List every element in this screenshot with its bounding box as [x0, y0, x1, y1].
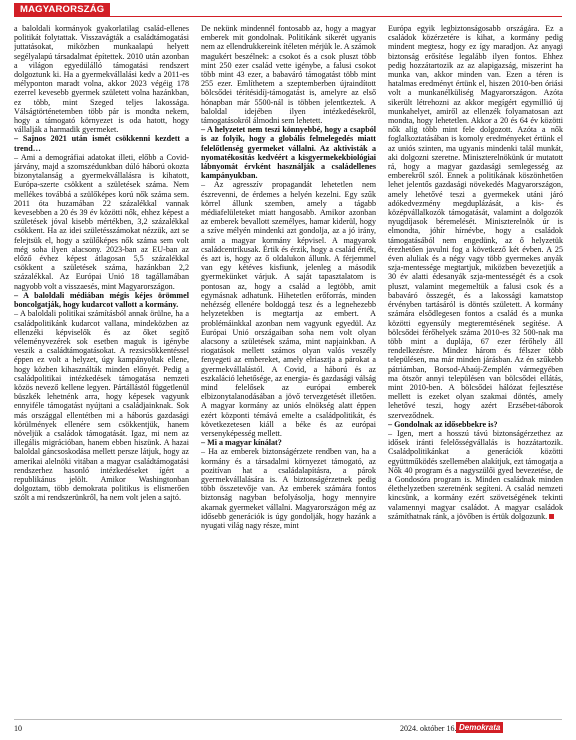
- article-paragraph: – Ha az emberek biztonságérzete rendben van, ha a kormány és a társadalmi környezet támogató, az pozitívan hat a családalapításra, a párok gyermekvállalására is. A biztonságérzetnek pedig több összetevője van. Az emberek számára fontos biztonság nagyban befolyásolja, hogy mennyire akarnak gyermeket vállalni. Magyarországon még az idősebb generációk is úgy gondolják, hogy hazánk a nyugati világ nagy része, mint: [201, 447, 376, 530]
- interview-question: – A helyzetet nem teszi könnyebbé, hogy a csapból is az folyik, hogy a globális felmelegedés miatt felelőtlenség gyermeket vállalni. Az aktivisták a nyomatékosítás kedvéért a kisgyermekekbiológiai lábnyomát érvként használják a családellenes kampányukban.: [201, 125, 376, 181]
- article-paragraph: De nekünk mindennél fontosabb az, hogy a magyar emberek mit gondolnak. Politikánk sikerét ugyanis nem az ellendrukkereink ítéleten mérjük le. A számok magukért beszélnek: a csokot és a csok pluszt több mint 250 ezer család vette igénybe, a falusi csokot több mint 43 ezer, a babaváró támogatást több mint 255 ezer. Említhetem a szeptemberben újraindított bölcsődei térítésidíj-támogatást is, amelyre az első hónapban már 5500-nál is többen jelentkeztek. A baloldal idejében ilyen intézkedésekről, támogatásokról álmodni sem lehetett.: [201, 24, 376, 126]
- article-column-3: [388, 24, 563, 724]
- header-rule: [14, 16, 562, 17]
- footer-rule: [14, 719, 562, 720]
- section-tag: MAGYARORSZÁG: [14, 3, 110, 16]
- interview-question: – Mi a magyar kínálat?: [201, 438, 282, 448]
- interview-question: – A baloldali médiában mégis kéjes örömmel boncolgatják, hogy kudarcot vallott a kormány.: [14, 290, 189, 310]
- article-paragraph: – Az agresszív propagandát lehetetlen nem észrevenni, de érdemes a helyén kezelni. Egy szűk körrel állunk szemben, amely a tágabb médiafelületeket miatt hangosabb. Amikor azonban az emberek bevallott személyes, hamar kiderül, hogy a szíve mélyén mindenki azt gondolja, az a jó irány, amit a magyar kormány képvisel. A magyarok családcentrikusak. Értik és érzik, hogy a család érték, és azt is, hogy az ő oldalukon állunk. A férjemmel van egy kétéves kisfiunk, jelenleg a második gyermekünket várjuk. A saját tapasztalatom is pontosan az, hogy a család a legtöbb, amit egymásnak adhatunk. Hihetetlen erőforrás, minden nehézség ellenére boldoggá tesz és a legnehezebb helyzetekben is megtartja az embert. A problémáinkkal azonban nem vagyunk egyedül. Az Európai Unió országaiban soha nem volt olyan alacsony a születések száma, mint napjainkban. A riogatások mellett számos olyan valós veszély fenyegeti az embereket, amely elriasztja a párokat a gyermekvállalástól. A Covid, a háború és az eszkaláció lehetősége, az energia- és gazdasági válság mind felelősek az európai emberek elbizonytalanodásában a jövő tervezgetését illetően. A magyar kormány az uniós elnökség alatt éppen ezért központi témává emelte a családpolitikát, és következetesen kiáll a béke és az európai versenyképesség mellett.: [201, 180, 376, 438]
- issue-date: 2024. október 16.: [400, 724, 457, 733]
- article-paragraph: Európa egyik legbiztonságosabb országára. Ez a családok közérzetére is kihat, a kormány pedig mindent megtesz, hogy ez így maradjon. Az anyagi biztonság erősítése legalább ilyen fontos. Ehhez pedig hozzátartozik az az alapigazság, miszerint ha munka van, akkor minden van. Ezen a téren is hatalmas eredményt értünk el, hiszen 2010-ben óriási volt a munkanélküliség Magyarországon. Azóta sikerült létrehozni az akkor megígért egymillió új munkahelyet, amiről az ellenzék folyamatosan azt mondta, hogy lehetetlen. Akkor a 20 és 64 év közötti nők alig több mint fele dolgozott. Azóta a nők foglalkoztatásában is komoly eredményeket értünk el az uniós szinten, ma ugyanis mindenki talál munkát, aki dolgozni szeretne. Miniszterelnökünk úr mutatott rá, hogy a magyar gazdasági semlegesség az emberekről szól. Ennek a politikának köszönhetően lehet jelentős gazdasági növekedés Magyarországon, amely lehetővé teszi a gyermekek utáni járó adókedvezmény megduplázását, a kis- és középvállalkozók támogatását, valamint a dolgozók nyugdíjasok béremelését. Miniszterelnök úr is elmondta, jóhír hírnévbe, hogy a családok támogatásából nem engedünk, az ő helyzetük érezhetően javulni fog a következő két évben. A 25 éven aluliak és a négy vagy több gyermekes anyák szja-mentessége megtartjuk, miközben bevezetjük a 30 év alatti édesanyák szja-mentességét és a csok pluszt, valamint megemeltük a falusi csok és a babaváró összegét, és a lakossági kamatstop érvényben tartásáról is döntés született. A kormány számára elsődlegesen fontos a család és a munka közötti egyensúly megteremtésének segítése. A bölcsődei férőhelyek száma 2010-es 32 500-nak ma több mint a duplája, 67 ezer férőhely áll rendelkezésre. Mindez három és félszer több településen, ma már minden járásban. Az én szűkebb pátriámban, Borsod-Abaúj-Zemplén vármegyében ma ötször annyi településen van bölcsődei ellátás, mint 2010-ben. A bölcsődei hálózat fejlesztése mellett is ezeket olyan szakmai döntés, amely lehetővé teszi, hogy azért Erzsébet-táborok szerveződnek.: [388, 24, 563, 420]
- magazine-logo: Demokrata: [456, 722, 503, 733]
- article-column-2: [201, 24, 376, 724]
- article-paragraph: a baloldali kormányok gyakorlatilag család-ellenes politikát folytattak. Visszavágták a családtámogatási juttatásokat, miközben munkaalapú helyett segélyalapú társadalmat építettek. 2010 után azonban a világon egyedülálló támogatási rendszert dolgoztunk ki. Ha a gyermekvállalási kedv a 2011-es mélyponton maradt volna, akkor 2023 végéig 178 ezerrel kevesebb gyermek született volna hazánkban, ez több, mint Szeged teljes lakossága. Válságtörténetemben több pár is mondta nekem, hogy a támogató környezet is oda hatott, hogy vállalják a harmadik gyermeket.: [14, 24, 189, 135]
- interview-question: – Sajnos 2021 után ismét csökkenni kezdett a trend…: [14, 134, 189, 153]
- end-mark-icon: [549, 514, 554, 519]
- article-paragraph: – Igen, mert a hosszú távú biztonságérzethez az idősek iránti felelősségvállalás is hozzátartozik. Családpolitikánkat a generációk közötti együttműködés szellemében alakítjuk, ezt támogatja a Nők 40 program és a nagyszülői gyed bevezetése, de a Gondosóra program is. Minden családnak minden élethelyzetben szeretnénk segíteni. A család nemzeti kincsünk, a kormány ezért szövetségének tekinti valamennyi magyar családot. A magyar családok számíthatnak ránk, a jövőben is értük dolgozunk.: [388, 428, 563, 521]
- article-paragraph: – Ami a demográfiai adatokat illeti, előbb a Covid-járvány, majd a szomszédunkban dúló háború okozta bizonytalanság a gyermekvállalásra is kihatott, Európa-szerte csökkent a születések száma. Nem mellékes továbbá a szülőképes korú nők száma sem. 2011 óta huzamában 22 százalékkal vannak kevesebben a 20 és 39 év közötti nők, ehhez képest a születések jóval kisebb mértékben, 3,2 százalékkal csökkent. Ha az idei születésszámokat nézzük, azt se felejtsük el, hogy a szülőképes nők száma sem volt még soha ilyen alacsony. 2023-ban az EU-ban az előző évhez képest átlagosan 5,5 százalékkal csökkent a születések száma, hazánkban 2,2 százalékkal. Az Európai Unió 18 tagállamában nagyobb volt a visszaesés, mint Magyarországon.: [14, 152, 189, 291]
- page-number: 10: [14, 724, 22, 733]
- interview-question: – Gondolnak az idősebbekre is?: [388, 419, 498, 429]
- article-paragraph: – A baloldali politikai számításból annak örülne, ha a családpolitikánk kudarcot vallana, mindeközben az ellenzéki képviselők és az őket segítő véleményvezérek sok esetben maguk is igénybe veszik a családtámogatásokat. A rezsicsökkentéssel éppen ez volt a helyzet, úgy kampányoltak ellene, hogy közben kihasználták minden előnyét. Pedig a családpolitikai intézkedések támogatása nemzeti közös nevező kellene legyen. Pártállástól függetlenül büszkék lehetnénk arra, hogy képesek vagyunk ennyiféle támogatást nyújtani a családjainknak. Sok más országgal ellentétben mi a háborús gazdasági körülmények ellenére sem csökkentjük, hanem növeljük a családok támogatását. Igaz, mi nem az illegális migrációban, hanem ebben hiszünk. A hazai baloldal gáncsoskodása mellett persze látjuk, hogy az amerikai alelnöki vitában a magyar családtámogatási rendszerhez hasonló intézkedéseket ígért a republikánus jelölt. Amikor Washingtonban dolgoztam, több demokrata politikus is elismerően szólt a mi rendszerünkről, ha nem volt jelen a sajtó.: [14, 309, 189, 503]
- article-column-1: [14, 24, 189, 724]
